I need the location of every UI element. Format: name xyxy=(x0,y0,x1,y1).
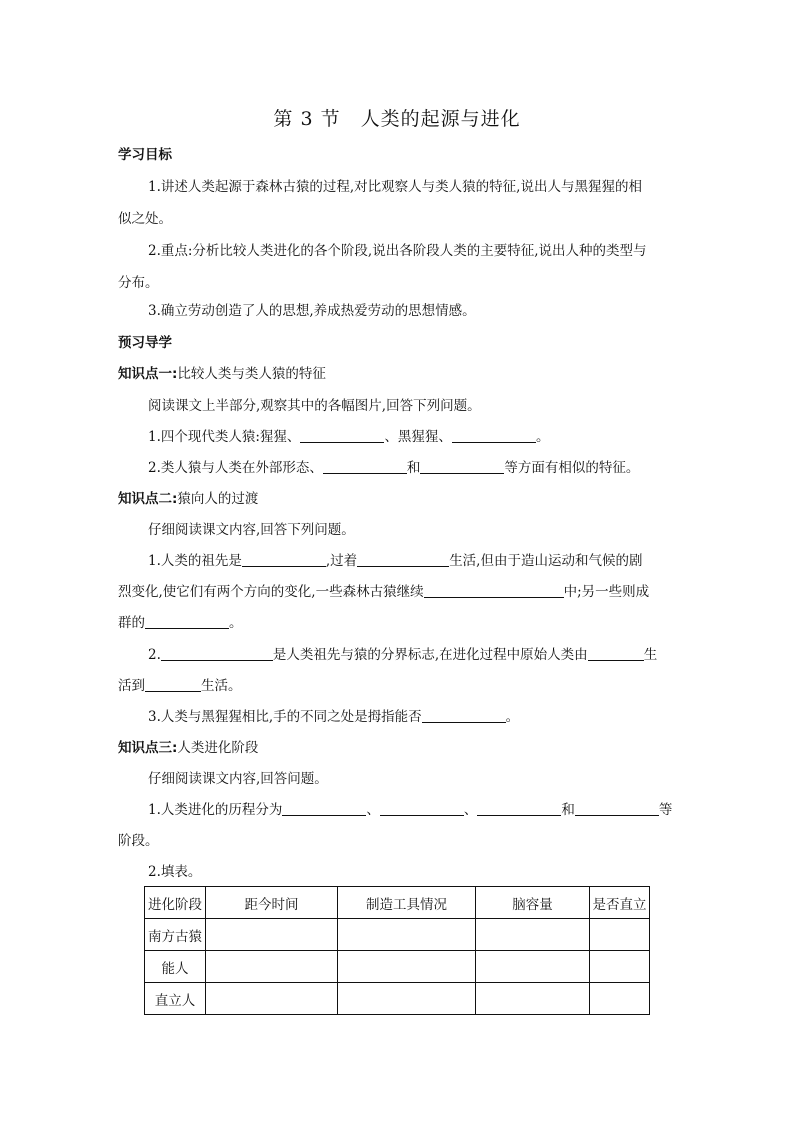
k2-q1-blank-2[interactable] xyxy=(357,552,449,567)
k2-q2-line2-text-b: 生活。 xyxy=(201,678,242,694)
table-cell[interactable] xyxy=(206,951,338,983)
k2-q2-blank-2[interactable] xyxy=(588,646,644,661)
k3-question-1-line-2: 阶段。 xyxy=(118,833,159,849)
knowledge-point-1 xyxy=(118,364,326,384)
k1-question-2 xyxy=(148,458,639,478)
k3-label: 知识点三: xyxy=(118,740,178,756)
k2-q1-line2-text-a: 烈变化,使它们有两个方向的变化,一些森林古猿继续 xyxy=(118,584,424,600)
table-cell[interactable] xyxy=(338,951,476,983)
table-cell[interactable] xyxy=(476,951,590,983)
objective-2-line-1: 2.重点:分析比较人类进化的各个阶段,说出各阶段人类的主要特征,说出人种的类型与 xyxy=(148,243,647,259)
k3-q1-blank-1[interactable] xyxy=(282,801,366,816)
table-row xyxy=(145,951,650,983)
table-cell[interactable] xyxy=(206,983,338,1015)
k2-q3-text-a: 3.人类与黑猩猩相比,手的不同之处是拇指能否 xyxy=(148,709,422,725)
k2-q1-blank-3[interactable] xyxy=(424,583,564,598)
k1-question-1 xyxy=(148,427,549,447)
k2-q2-text-b: 是人类祖先与猿的分界标志,在进化过程中原始人类由 xyxy=(272,647,588,663)
k2-q3-text-b: 。 xyxy=(505,709,520,725)
k1-title: 比较人类与类人猿的特征 xyxy=(177,366,326,382)
k2-q3-blank-1[interactable] xyxy=(422,708,506,723)
table-row-label: 直立人 xyxy=(145,983,206,1015)
k2-question-2-line-2 xyxy=(118,676,242,696)
page-title: 第 3 节 人类的起源与进化 xyxy=(273,108,521,130)
k3-q1-blank-2[interactable] xyxy=(380,801,464,816)
k1-q2-blank-2[interactable] xyxy=(420,459,504,474)
k3-question-2: 2.填表。 xyxy=(148,864,202,880)
k2-title: 猿向人的过渡 xyxy=(177,491,259,507)
k1-q2-text-a: 2.类人猿与人类在外部形态、 xyxy=(148,460,323,476)
table-header-cell: 制造工具情况 xyxy=(338,887,476,919)
k2-q1-text-a: 1.人类的祖先是 xyxy=(148,553,242,569)
k1-q1-text-c: 。 xyxy=(535,429,550,445)
k1-q2-text-b: 和 xyxy=(406,460,421,476)
table-cell[interactable] xyxy=(206,919,338,951)
evolution-table xyxy=(144,886,650,1015)
objective-1-line-1: 1.讲述人类起源于森林古猿的过程,对比观察人与类人猿的特征,说出人与黑猩猩的相 xyxy=(148,179,642,195)
table-row xyxy=(145,983,650,1015)
k2-intro: 仔细阅读课文内容,回答下列问题。 xyxy=(148,522,355,538)
k3-q1-blank-3[interactable] xyxy=(477,801,561,816)
preview-heading: 预习导学 xyxy=(118,335,172,351)
k1-intro: 阅读课文上半部分,观察其中的各幅图片,回答下列问题。 xyxy=(148,398,481,414)
k3-question-1-line-1 xyxy=(148,800,672,820)
k2-question-1-line-2 xyxy=(118,582,649,602)
k2-q2-blank-1[interactable] xyxy=(161,646,273,661)
table-header-cell: 进化阶段 xyxy=(145,887,206,919)
table-header-row xyxy=(145,887,650,919)
table-row-label: 南方古猿 xyxy=(145,919,206,951)
k2-label: 知识点二: xyxy=(118,491,178,507)
k1-q1-blank-1[interactable] xyxy=(300,428,384,443)
table-header-cell: 距今时间 xyxy=(206,887,338,919)
objectives-heading: 学习目标 xyxy=(118,147,172,163)
k3-q1-text-c: 、 xyxy=(463,802,478,818)
k2-q1-text-c: 生活,但由于造山运动和气候的剧 xyxy=(449,553,643,569)
k2-q2-line2-text-a: 活到 xyxy=(118,678,145,694)
table-cell[interactable] xyxy=(590,983,650,1015)
k2-question-2-line-1 xyxy=(148,645,657,665)
k2-question-1-line-3 xyxy=(118,613,243,633)
table-header-cell: 是否直立 xyxy=(590,887,650,919)
k2-q1-line3-text-a: 群的 xyxy=(118,615,145,631)
k2-q2-text-a: 2. xyxy=(148,647,161,663)
table-row-label: 能人 xyxy=(145,951,206,983)
k1-q1-text-a: 1.四个现代类人猿:猩猩、 xyxy=(148,429,301,445)
k1-q1-blank-2[interactable] xyxy=(452,428,536,443)
objective-1-line-2: 似之处。 xyxy=(118,211,172,227)
table-header-cell: 脑容量 xyxy=(476,887,590,919)
k2-question-1-line-1 xyxy=(148,551,642,571)
knowledge-point-2 xyxy=(118,489,258,509)
k2-q2-text-c: 生 xyxy=(643,647,658,663)
table-cell[interactable] xyxy=(590,919,650,951)
k2-q1-blank-4[interactable] xyxy=(145,614,229,629)
objective-2-line-2: 分布。 xyxy=(118,275,159,291)
k1-label: 知识点一: xyxy=(118,366,178,382)
k2-q1-line2-text-b: 中;另一些则成 xyxy=(563,584,650,600)
k2-q1-blank-1[interactable] xyxy=(242,552,326,567)
table-row xyxy=(145,919,650,951)
k2-q1-text-b: ,过着 xyxy=(325,553,358,569)
knowledge-point-3 xyxy=(118,738,258,758)
k3-q1-text-a: 1.人类进化的历程分为 xyxy=(148,802,283,818)
k2-question-3 xyxy=(148,707,519,727)
k3-q1-text-d: 和 xyxy=(561,802,575,818)
k3-q1-text-e: 等 xyxy=(658,802,673,818)
table-cell[interactable] xyxy=(476,919,590,951)
table-cell[interactable] xyxy=(338,919,476,951)
k1-q1-text-b: 、黑猩猩、 xyxy=(384,429,452,445)
table-cell[interactable] xyxy=(338,983,476,1015)
k3-q1-text-b: 、 xyxy=(366,802,380,818)
objective-3: 3.确立劳动创造了人的思想,养成热爱劳动的思想情感。 xyxy=(148,303,476,319)
table-cell[interactable] xyxy=(590,951,650,983)
k1-q2-blank-1[interactable] xyxy=(323,459,407,474)
k1-q2-text-c: 等方面有相似的特征。 xyxy=(504,460,640,476)
k3-title: 人类进化阶段 xyxy=(177,740,259,756)
table-cell[interactable] xyxy=(476,983,590,1015)
k2-q1-line3-text-b: 。 xyxy=(229,615,243,631)
k2-q2-blank-3[interactable] xyxy=(145,677,201,692)
k3-intro: 仔细阅读课文内容,回答问题。 xyxy=(148,771,328,787)
k3-q1-blank-4[interactable] xyxy=(575,801,659,816)
